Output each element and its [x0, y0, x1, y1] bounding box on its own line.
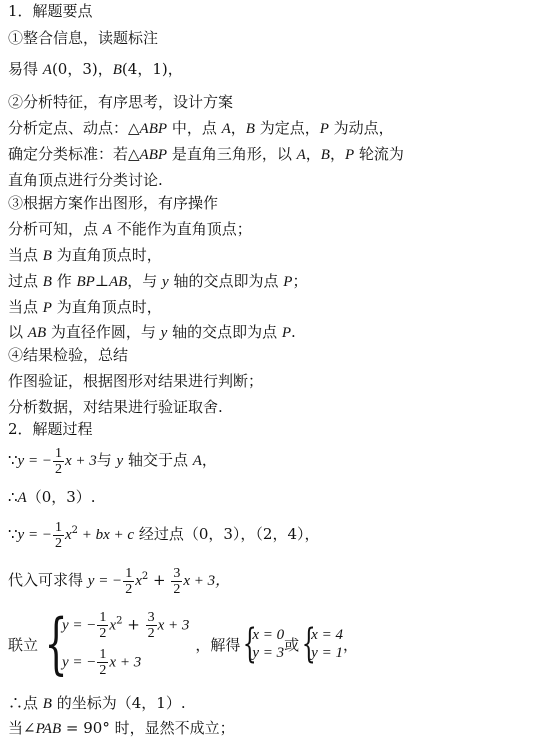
fraction: $\frac{1}{2}$: [54, 445, 62, 477]
equation-line-1: ∵y = − $\frac{1}{2}$ x + 3与 y 轴交于点 A，: [8, 445, 217, 477]
fraction: $\frac{1}{2}$: [125, 565, 133, 597]
easy-points-line: 易得 A(0，3)，B(4，1)，: [8, 60, 183, 78]
operation-line-4: 当点 P 为直角顶点时，: [8, 298, 162, 316]
step-2-heading: ②分析特征，有序思考，设计方案: [8, 93, 234, 111]
operation-line-3: 过点 B 作 BP⊥AB，与 y 轴的交点即为点 P；: [8, 272, 308, 290]
section-heading-1: 1．解题要点: [8, 2, 93, 20]
check-line-1: 作图验证，根据图形对结果进行判断；: [8, 372, 264, 390]
analysis-line-3: 直角顶点进行分类讨论.: [8, 171, 163, 189]
solution-2: x = 4 y = 1: [311, 627, 343, 661]
equation-system: 联立 { y = − $\frac{1}{2}$ $x^2$ + $\frac{3}{2}$ x + 3 y = − $\frac{1}{2}$ x + 3 ，解得 { x = 0 y = 3 或 { x = 4 y = 1 ，: [8, 605, 358, 682]
system-row-2: y = − $\frac{1}{2}$ x + 3: [62, 647, 142, 678]
operation-line-2: 当点 B 为直角顶点时，: [8, 246, 162, 264]
step-3-heading: ③根据方案作出图形，有序操作: [8, 194, 219, 212]
equation-line-3: ∵y = − $\frac{1}{2}$ $x^2$ + bx + c 经过点（0，3），（2，4），: [8, 519, 320, 551]
section-heading-2: 2．解题过程: [8, 420, 93, 438]
equation-line-6: ∴点 B 的坐标为（4，1）.: [8, 694, 186, 712]
step-4-heading: ④结果检验，总结: [8, 346, 129, 364]
equation-line-7: 当∠PAB = 90° 时，显然不成立；: [8, 719, 235, 737]
analysis-line-1: 分析定点、动点：△ABP 中，点 A，B 为定点，P 为动点，: [8, 119, 394, 137]
or-text: 或: [284, 635, 300, 654]
solve-text: ，解得: [195, 635, 241, 654]
solution-brace-2: {: [301, 621, 316, 667]
fraction: $\frac{3}{2}$: [173, 565, 181, 597]
system-row-1: y = − $\frac{1}{2}$ $x^2$ + $\frac{3}{2}$ x + 3: [62, 610, 190, 641]
analysis-line-2: 确定分类标准：若△ABP 是直角三角形，以 A，B，P 轮流为: [8, 145, 404, 163]
left-brace: {: [44, 605, 68, 682]
check-line-2: 分析数据，对结果进行验证取舍.: [8, 398, 223, 416]
equation-line-4: 代入可求得 y = − $\frac{1}{2}$ $x^2$ + $\frac{3}{2}$ x + 3，: [8, 565, 231, 597]
solution-brace-1: {: [243, 621, 258, 667]
solution-1: x = 0 y = 3: [252, 627, 285, 661]
system-label: 联立: [8, 635, 39, 654]
step-1-heading: ①整合信息，读题标注: [8, 29, 159, 47]
operation-line-5: 以 AB 为直径作圆，与 y 轴的交点即为点 P.: [8, 323, 296, 341]
equation-line-2: ∴A（0，3）.: [8, 488, 96, 506]
operation-line-1: 分析可知，点 A 不能作为直角顶点；: [8, 220, 252, 238]
fraction: $\frac{1}{2}$: [54, 519, 62, 551]
